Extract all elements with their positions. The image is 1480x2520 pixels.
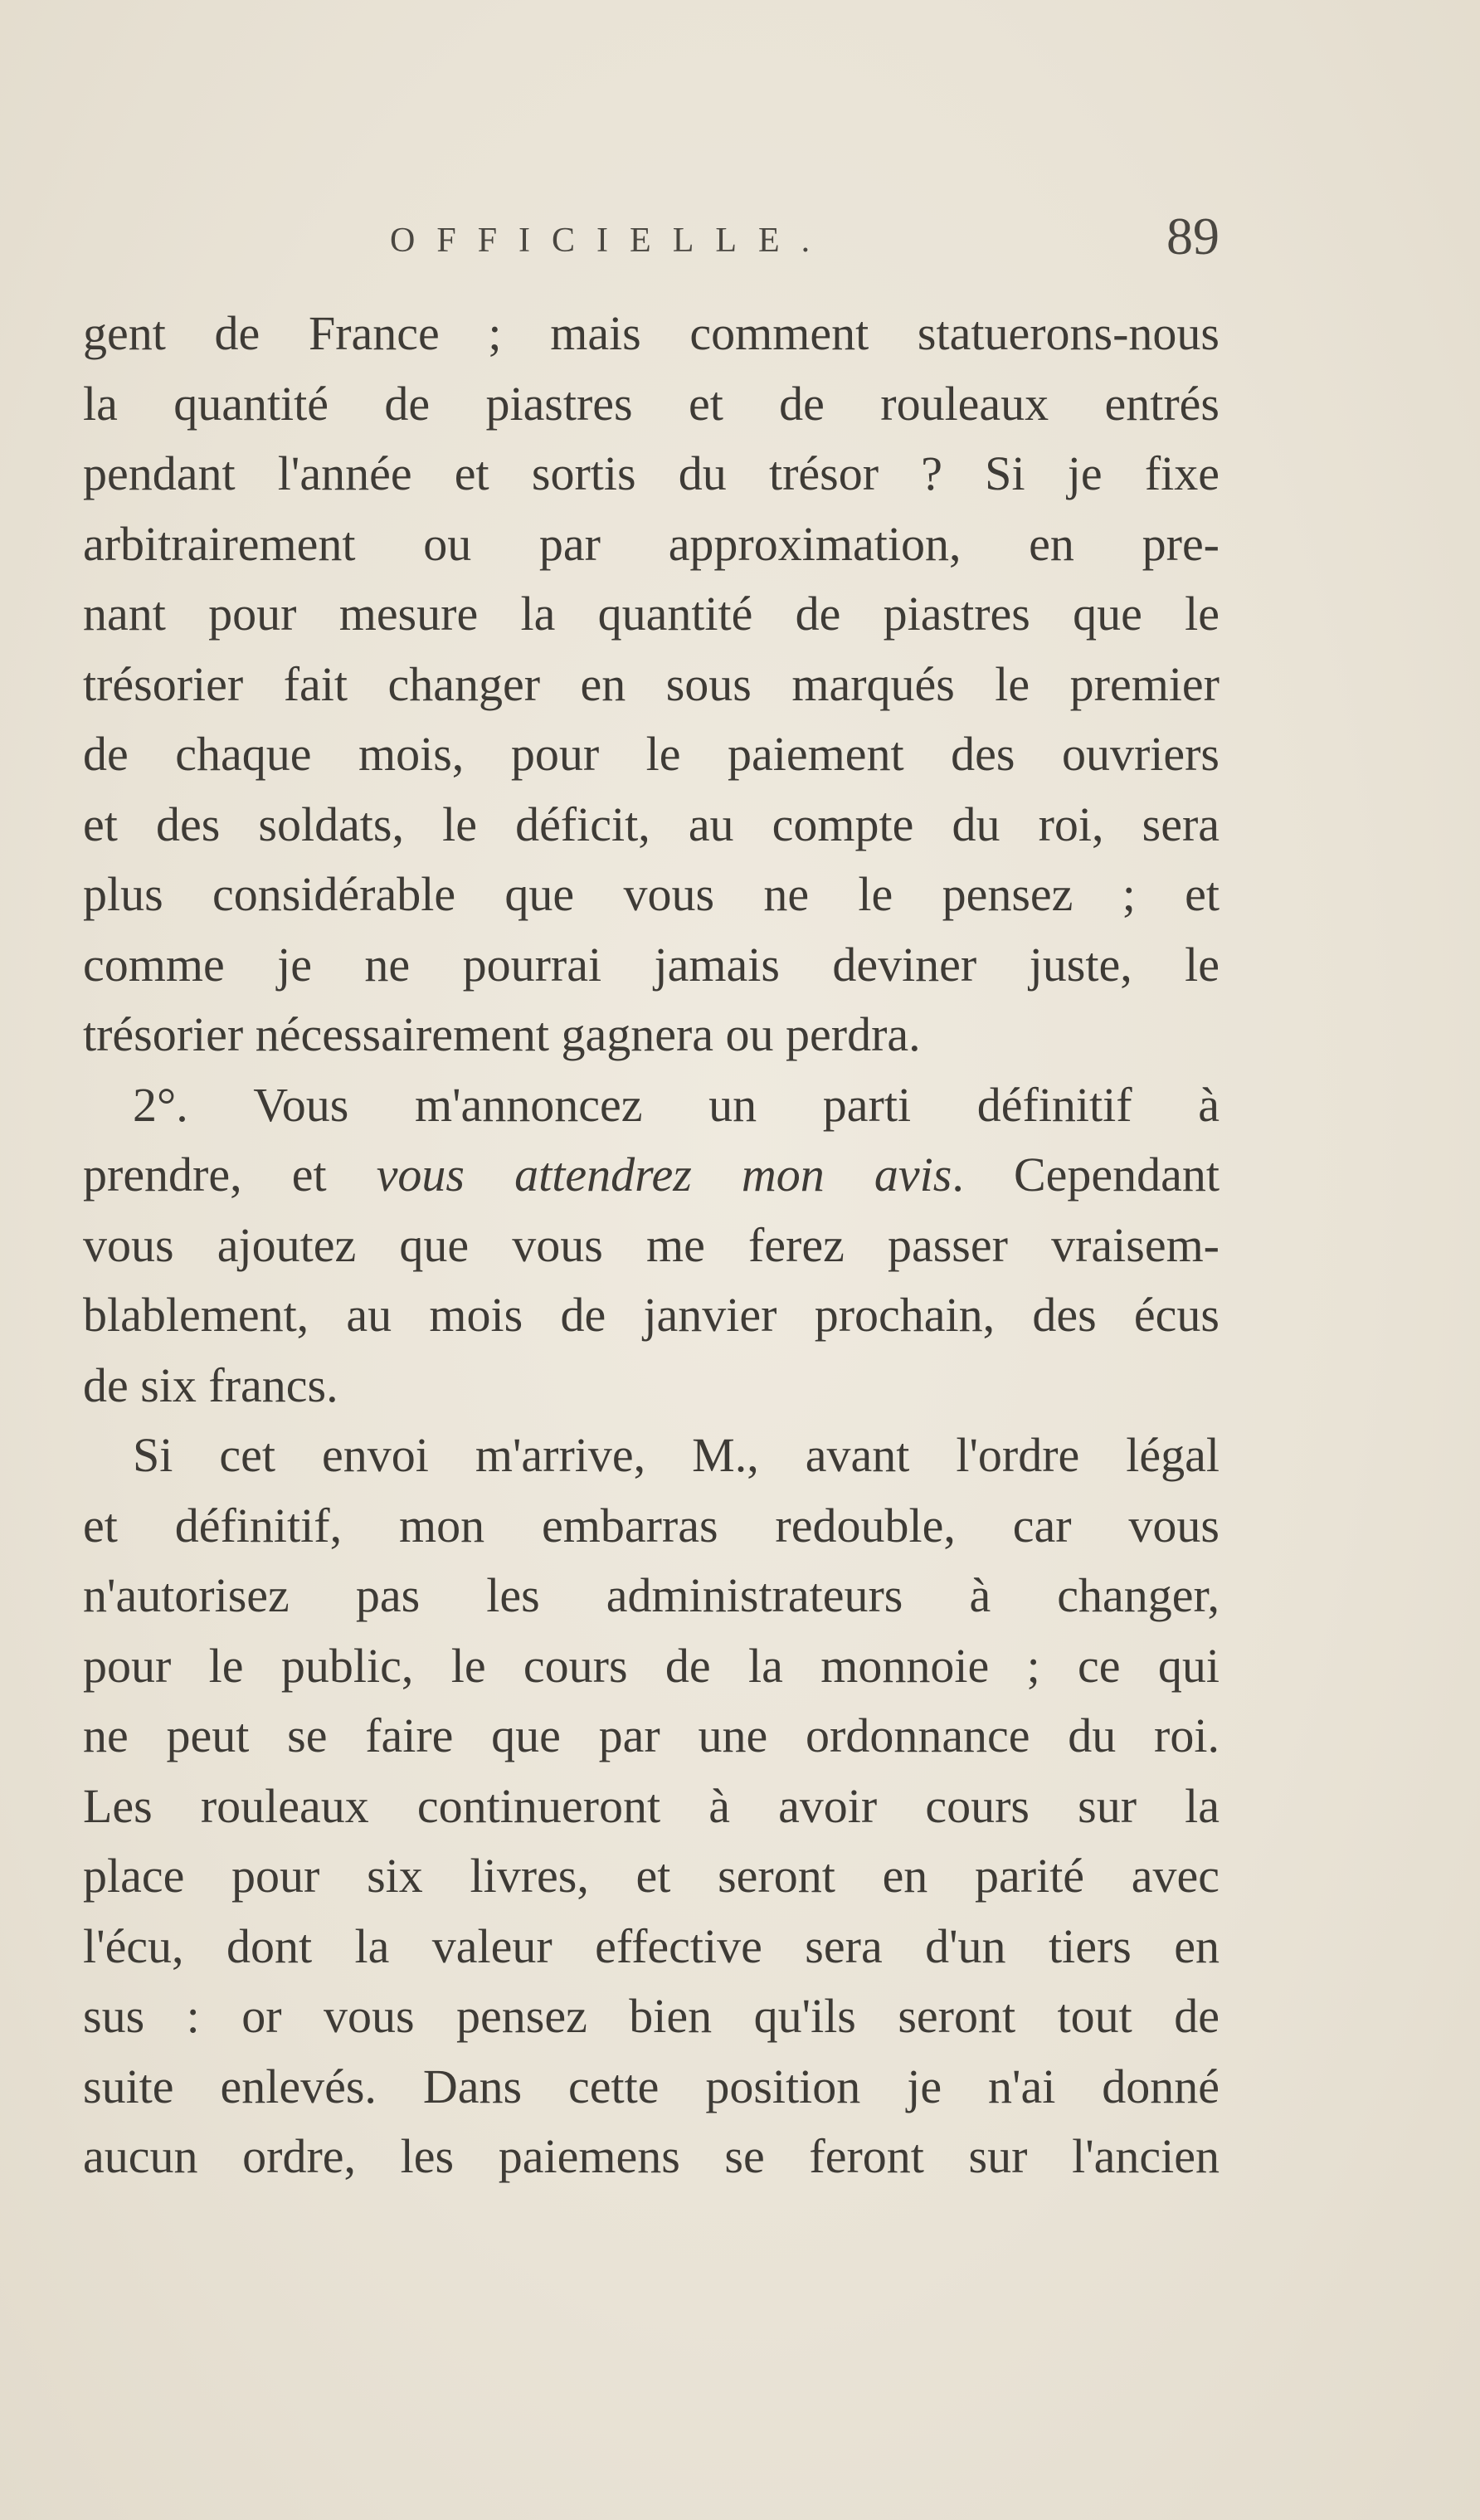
text-line: pour le public, le cours de la monnoie ; ce qui [83, 1638, 1220, 1693]
text-line: 2°. Vous m'annoncez un parti définitif à [133, 1077, 1220, 1132]
text-line: comme je ne pourrai jamais deviner juste, le [83, 937, 1220, 992]
text-line: arbitrairement ou par approximation, en pre- [83, 516, 1220, 571]
text-line: gent de France ; mais comment statuerons-nous [83, 306, 1220, 360]
text-line: Les rouleaux continueront à avoir cours sur la [83, 1778, 1220, 1833]
text-line: ne peut se faire que par une ordonnance du roi. [83, 1708, 1220, 1762]
page-header [83, 206, 1220, 272]
text-line: place pour six livres, et seront en parité avec [83, 1849, 1220, 1903]
text-line: et définitif, mon embarras redouble, car vous [83, 1498, 1220, 1552]
text-line: la quantité de piastres et de rouleaux entrés [83, 376, 1220, 431]
page-number: 89 [1166, 207, 1220, 266]
text-line: nant pour mesure la quantité de piastres que le [83, 587, 1220, 641]
text-line-with-italic [83, 1140, 1220, 1211]
text-line: Si cet envoi m'arrive, M., avant l'ordre légal [133, 1428, 1220, 1482]
paragraph-2 [83, 1070, 1220, 1421]
paragraph-1 [83, 299, 1220, 1070]
paragraph-3 [83, 1421, 1220, 2192]
text-line: de chaque mois, pour le paiement des ouvriers [83, 727, 1220, 781]
text-line: l'écu, dont la valeur effective sera d'un tiers en [83, 1918, 1220, 1973]
text-segment: prendre, et [83, 1148, 377, 1202]
text-line: trésorier fait changer en sous marqués le premier [83, 656, 1220, 711]
text-line: n'autorisez pas les administrateurs à changer, [83, 1568, 1220, 1622]
text-line: de six francs. [83, 1357, 338, 1412]
text-line: pendant l'année et sortis du trésor ? Si je fixe [83, 446, 1220, 500]
text-line: sus : or vous pensez bien qu'ils seront tout de [83, 1989, 1220, 2043]
text-line: vous ajoutez que vous me ferez passer vraisem- [83, 1217, 1220, 1272]
text-line: blablement, au mois de janvier prochain, des écus [83, 1288, 1220, 1342]
text-line: aucun ordre, les paiemens se feront sur l'ancien [83, 2129, 1220, 2183]
text-line: trésorier nécessairement gagnera ou perdra. [83, 1007, 921, 1061]
text-line: suite enlevés. Dans cette position je n'ai donné [83, 2059, 1220, 2113]
body-text [83, 299, 1220, 2192]
text-segment: . Cependant [952, 1148, 1220, 1202]
italic-phrase: vous attendrez mon avis [376, 1148, 952, 1202]
text-line: et des soldats, le déficit, au compte du roi, sera [83, 797, 1220, 851]
text-line: plus considérable que vous ne le pensez ; et [83, 867, 1220, 921]
running-head: OFFICIELLE. [390, 222, 832, 260]
